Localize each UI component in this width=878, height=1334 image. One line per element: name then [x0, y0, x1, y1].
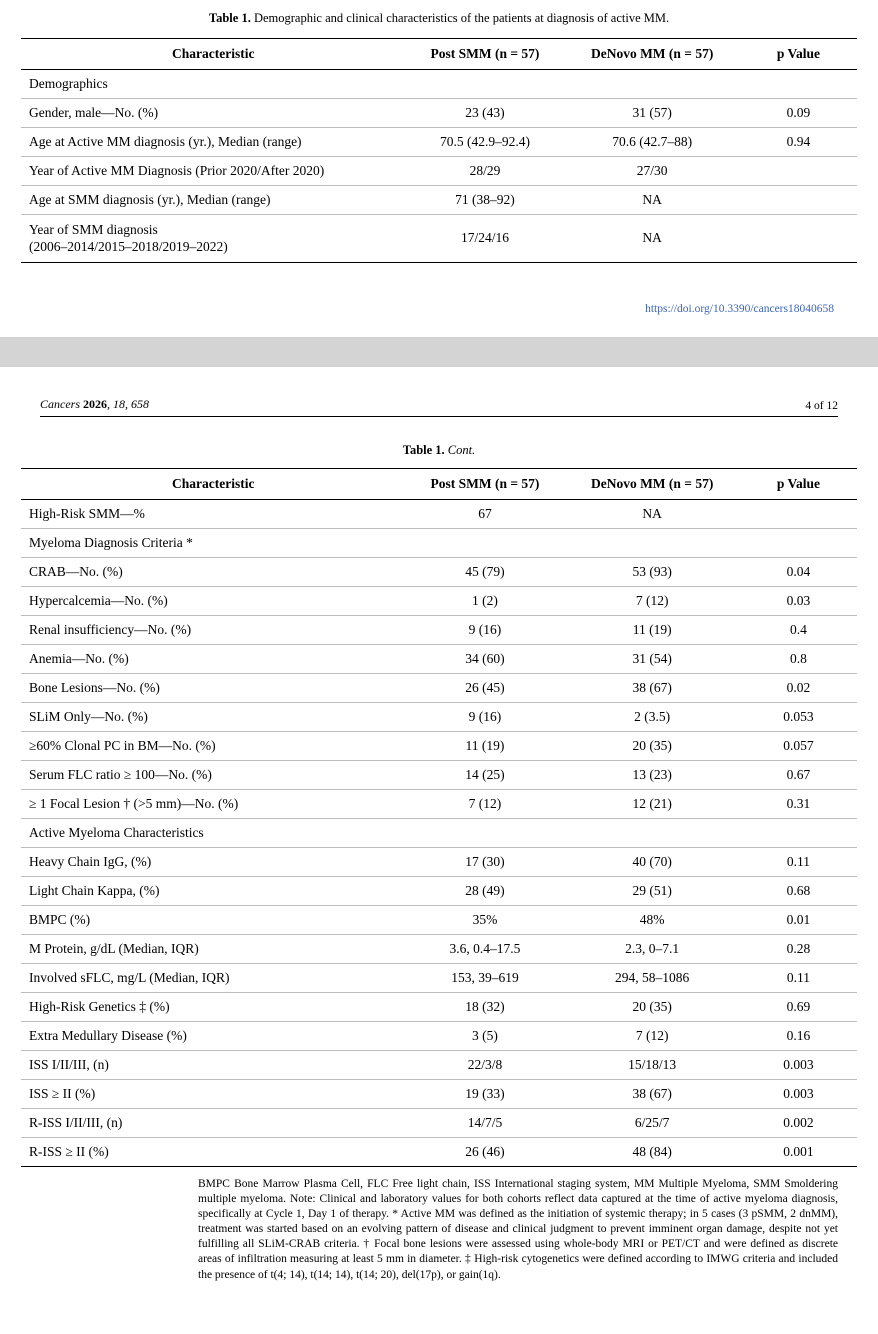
cell-denovo-mm: NA	[564, 499, 740, 528]
header-p-value: p Value	[740, 38, 857, 69]
cell-p-value: 0.057	[740, 731, 857, 760]
cell-characteristic: Gender, male—No. (%)	[21, 98, 406, 127]
cell-characteristic: Bone Lesions—No. (%)	[21, 673, 406, 702]
cell-post-smm: 26 (46)	[406, 1137, 565, 1166]
header-p-value: p Value	[740, 468, 857, 499]
table-row	[21, 1021, 857, 1050]
cell-p-value: 0.002	[740, 1108, 857, 1137]
page-number: 4 of 12	[805, 399, 838, 412]
cell-denovo-mm: 48 (84)	[564, 1137, 740, 1166]
table1-cont-label: Table 1.	[402, 442, 445, 457]
table-row	[21, 905, 857, 934]
cell-p-value: 0.003	[740, 1050, 857, 1079]
cell-p-value: 0.94	[740, 127, 857, 156]
cell-p-value	[740, 214, 857, 262]
cell-denovo-mm: 6/25/7	[564, 1108, 740, 1137]
cell-denovo-mm: NA	[564, 214, 740, 262]
header-denovo-mm: DeNovo MM (n = 57)	[564, 38, 740, 69]
table1-bottom-head	[21, 468, 857, 499]
cell-characteristic: Light Chain Kappa, (%)	[21, 876, 406, 905]
page-top-section	[0, 0, 878, 315]
cell-post-smm: 19 (33)	[406, 1079, 565, 1108]
table1-caption-label: Table 1.	[208, 11, 251, 25]
cell-section-spacer	[406, 818, 857, 847]
cell-post-smm: 153, 39–619	[406, 963, 565, 992]
cell-denovo-mm: 38 (67)	[564, 1079, 740, 1108]
cell-p-value	[740, 499, 857, 528]
table-header-row	[21, 468, 857, 499]
table1-top-body	[21, 69, 857, 262]
cell-post-smm: 70.5 (42.9–92.4)	[406, 127, 565, 156]
table1-bottom	[21, 468, 857, 1167]
page-bottom-section	[0, 367, 878, 1293]
cell-post-smm: 3 (5)	[406, 1021, 565, 1050]
table-row	[21, 673, 857, 702]
cell-denovo-mm: 48%	[564, 905, 740, 934]
table-row	[21, 127, 857, 156]
cell-section-spacer	[406, 69, 857, 98]
cell-post-smm: 71 (38–92)	[406, 185, 565, 214]
cell-characteristic: Age at Active MM diagnosis (yr.), Median (range)	[21, 127, 406, 156]
table-row	[21, 499, 857, 528]
cell-denovo-mm: 40 (70)	[564, 847, 740, 876]
table-row	[21, 992, 857, 1021]
cell-denovo-mm: 70.6 (42.7–88)	[564, 127, 740, 156]
cell-characteristic: Involved sFLC, mg/L (Median, IQR)	[21, 963, 406, 992]
cell-characteristic: ≥60% Clonal PC in BM—No. (%)	[21, 731, 406, 760]
cell-p-value: 0.01	[740, 905, 857, 934]
cell-p-value: 0.8	[740, 644, 857, 673]
cell-denovo-mm: 38 (67)	[564, 673, 740, 702]
header-characteristic: Characteristic	[21, 468, 406, 499]
table-row	[21, 214, 857, 262]
cell-p-value: 0.053	[740, 702, 857, 731]
cell-p-value: 0.67	[740, 760, 857, 789]
cell-characteristic: M Protein, g/dL (Median, IQR)	[21, 934, 406, 963]
cell-p-value	[740, 185, 857, 214]
table1-cont-caption	[20, 443, 858, 458]
cell-p-value: 0.03	[740, 586, 857, 615]
table-row	[21, 789, 857, 818]
cell-p-value: 0.68	[740, 876, 857, 905]
table-row	[21, 156, 857, 185]
cell-denovo-mm: 12 (21)	[564, 789, 740, 818]
cell-denovo-mm: 294, 58–1086	[564, 963, 740, 992]
table-footnote: BMPC Bone Marrow Plasma Cell, FLC Free light chain, ISS International staging system, MM Multiple Myeloma, SMM Smoldering multiple myeloma. Note: Clinical and laboratory values for both cohorts reflect data captured at the time of active myeloma diagnosis, specifically at Cycle 1, Day 1 of therapy. * Active MM was defined as the initiation of systemic therapy; in 5 cases (3 pSMM, 2 dnMM), treatment was started based on an evolving pattern of disease and clinical judgment to prevent imminent organ damage, despite not yet fulfilling all SLiM-CRAB criteria. † Focal bone lesions were assessed using whole-body MRI or PET/CT and were defined as discrete areas of infiltration measuring at least 5 mm in diameter. ‡ High-risk cytogenetics were defined according to IMWG criteria and included the presence of t(4; 14), t(14; 14), t(14; 20), del(17p), or gain(1q).	[198, 1177, 838, 1281]
cell-section-spacer	[406, 528, 857, 557]
cell-characteristic: Anemia—No. (%)	[21, 644, 406, 673]
cell-p-value	[740, 156, 857, 185]
cell-p-value: 0.11	[740, 963, 857, 992]
cell-denovo-mm: 15/18/13	[564, 1050, 740, 1079]
table1-bottom-body	[21, 499, 857, 1166]
cell-post-smm: 35%	[406, 905, 565, 934]
cell-characteristic: Myeloma Diagnosis Criteria *	[21, 528, 406, 557]
cell-characteristic: Serum FLC ratio ≥ 100—No. (%)	[21, 760, 406, 789]
table-row	[21, 615, 857, 644]
cell-denovo-mm: 2.3, 0–7.1	[564, 934, 740, 963]
table-row	[21, 1050, 857, 1079]
table-row	[21, 963, 857, 992]
table-row	[21, 644, 857, 673]
cell-denovo-mm: NA	[564, 185, 740, 214]
cell-post-smm: 17/24/16	[406, 214, 565, 262]
cell-characteristic: ISS I/II/III, (n)	[21, 1050, 406, 1079]
cell-p-value: 0.16	[740, 1021, 857, 1050]
cell-post-smm: 1 (2)	[406, 586, 565, 615]
cell-characteristic: Year of SMM diagnosis (2006–2014/2015–2018/2019–2022)	[21, 214, 406, 262]
table-row	[21, 934, 857, 963]
cell-post-smm: 34 (60)	[406, 644, 565, 673]
cell-post-smm: 7 (12)	[406, 789, 565, 818]
table-row	[21, 702, 857, 731]
table-row	[21, 760, 857, 789]
table-row	[21, 1137, 857, 1166]
cell-characteristic: Extra Medullary Disease (%)	[21, 1021, 406, 1050]
cell-denovo-mm: 11 (19)	[564, 615, 740, 644]
table-row	[21, 847, 857, 876]
table1-cont-text: Cont.	[444, 442, 476, 457]
cell-characteristic: R-ISS ≥ II (%)	[21, 1137, 406, 1166]
cell-characteristic: High-Risk SMM—%	[21, 499, 406, 528]
table-row	[21, 731, 857, 760]
cell-characteristic: Active Myeloma Characteristics	[21, 818, 406, 847]
cell-p-value: 0.31	[740, 789, 857, 818]
cell-characteristic: CRAB—No. (%)	[21, 557, 406, 586]
cell-p-value: 0.69	[740, 992, 857, 1021]
cell-p-value: 0.28	[740, 934, 857, 963]
table-section-row	[21, 528, 857, 557]
table-section-row	[21, 69, 857, 98]
table-section-row	[21, 818, 857, 847]
cell-characteristic: Demographics	[21, 69, 406, 98]
cell-post-smm: 18 (32)	[406, 992, 565, 1021]
page-separator-band	[0, 337, 878, 367]
table-row	[21, 1079, 857, 1108]
cell-characteristic: ISS ≥ II (%)	[21, 1079, 406, 1108]
table-row	[21, 185, 857, 214]
cell-post-smm: 26 (45)	[406, 673, 565, 702]
cell-denovo-mm: 31 (57)	[564, 98, 740, 127]
table-row	[21, 1108, 857, 1137]
cell-p-value: 0.09	[740, 98, 857, 127]
cell-characteristic: R-ISS I/II/III, (n)	[21, 1108, 406, 1137]
table-header-row	[21, 38, 857, 69]
cell-denovo-mm: 2 (3.5)	[564, 702, 740, 731]
cell-denovo-mm: 13 (23)	[564, 760, 740, 789]
running-head	[20, 397, 858, 412]
cell-p-value: 0.001	[740, 1137, 857, 1166]
table1-caption	[20, 10, 858, 28]
journal-year: 2026	[83, 396, 107, 411]
cell-denovo-mm: 31 (54)	[564, 644, 740, 673]
journal-volume-issue: , 18, 658	[107, 396, 149, 411]
cell-post-smm: 28/29	[406, 156, 565, 185]
cell-denovo-mm: 7 (12)	[564, 1021, 740, 1050]
doi-link[interactable]: https://doi.org/10.3390/cancers18040658	[645, 302, 834, 315]
header-post-smm: Post SMM (n = 57)	[406, 38, 565, 69]
cell-characteristic: Age at SMM diagnosis (yr.), Median (range)	[21, 185, 406, 214]
cell-denovo-mm: 27/30	[564, 156, 740, 185]
cell-post-smm: 28 (49)	[406, 876, 565, 905]
cell-denovo-mm: 29 (51)	[564, 876, 740, 905]
cell-post-smm: 14/7/5	[406, 1108, 565, 1137]
cell-characteristic: Year of Active MM Diagnosis (Prior 2020/After 2020)	[21, 156, 406, 185]
running-head-left	[40, 397, 149, 412]
cell-characteristic: ≥ 1 Focal Lesion † (>5 mm)—No. (%)	[21, 789, 406, 818]
cell-p-value: 0.4	[740, 615, 857, 644]
journal-name: Cancers	[40, 396, 80, 411]
cell-post-smm: 23 (43)	[406, 98, 565, 127]
cell-characteristic: BMPC (%)	[21, 905, 406, 934]
cell-denovo-mm: 7 (12)	[564, 586, 740, 615]
cell-p-value: 0.003	[740, 1079, 857, 1108]
table-row	[21, 98, 857, 127]
header-rule	[40, 416, 838, 417]
cell-post-smm: 22/3/8	[406, 1050, 565, 1079]
cell-post-smm: 9 (16)	[406, 702, 565, 731]
cell-post-smm: 45 (79)	[406, 557, 565, 586]
cell-p-value: 0.11	[740, 847, 857, 876]
cell-characteristic: SLiM Only—No. (%)	[21, 702, 406, 731]
cell-post-smm: 17 (30)	[406, 847, 565, 876]
table1-caption-text: Demographic and clinical characteristics of the patients at diagnosis of active MM.	[250, 11, 670, 25]
table-row	[21, 586, 857, 615]
table1-top-head	[21, 38, 857, 69]
cell-post-smm: 9 (16)	[406, 615, 565, 644]
table-row	[21, 557, 857, 586]
cell-characteristic: Hypercalcemia—No. (%)	[21, 586, 406, 615]
header-characteristic: Characteristic	[21, 38, 406, 69]
table1-top	[21, 38, 857, 263]
cell-p-value: 0.02	[740, 673, 857, 702]
table-row	[21, 876, 857, 905]
cell-p-value: 0.04	[740, 557, 857, 586]
cell-characteristic: High-Risk Genetics ‡ (%)	[21, 992, 406, 1021]
cell-characteristic: Renal insufficiency—No. (%)	[21, 615, 406, 644]
cell-post-smm: 14 (25)	[406, 760, 565, 789]
header-denovo-mm: DeNovo MM (n = 57)	[564, 468, 740, 499]
cell-post-smm: 11 (19)	[406, 731, 565, 760]
cell-post-smm: 67	[406, 499, 565, 528]
cell-characteristic: Heavy Chain IgG, (%)	[21, 847, 406, 876]
cell-denovo-mm: 20 (35)	[564, 731, 740, 760]
cell-denovo-mm: 20 (35)	[564, 992, 740, 1021]
cell-post-smm: 3.6, 0.4–17.5	[406, 934, 565, 963]
header-post-smm: Post SMM (n = 57)	[406, 468, 565, 499]
cell-denovo-mm: 53 (93)	[564, 557, 740, 586]
